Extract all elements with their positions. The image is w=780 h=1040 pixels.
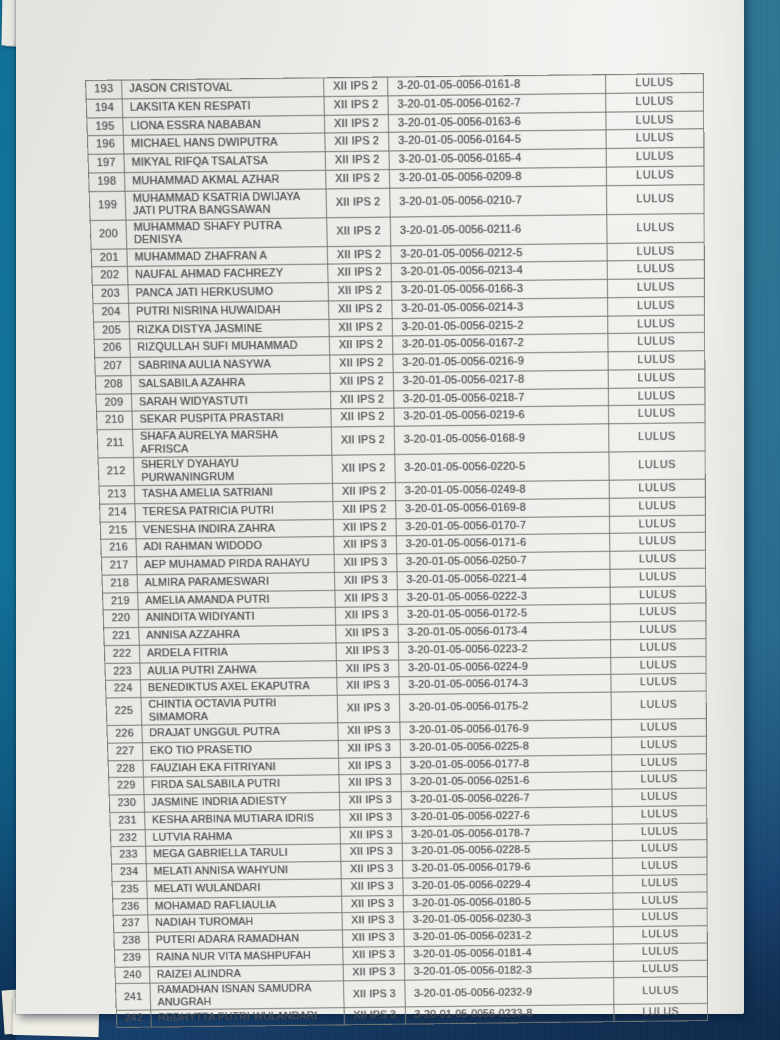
cell-class: XII IPS 2 (333, 500, 396, 519)
cell-row-number: 231 (110, 812, 145, 830)
cell-student-name: AULIA PUTRI ZAHWA (140, 660, 337, 680)
cell-class: XII IPS 3 (335, 607, 398, 625)
cell-row-number: 217 (101, 557, 137, 575)
cell-row-number: 213 (99, 486, 135, 504)
cell-exam-number: 3-20-01-05-0056-0216-9 (393, 352, 608, 373)
cell-exam-number: 3-20-01-05-0056-0182-3 (404, 961, 613, 980)
cell-class: XII IPS 2 (326, 188, 390, 218)
cell-status: LULUS (606, 111, 704, 131)
cell-status: LULUS (612, 823, 707, 841)
cell-exam-number: 3-20-01-05-0056-0161-8 (388, 75, 606, 96)
cell-exam-number: 3-20-01-05-0056-0171-6 (396, 534, 609, 554)
cell-row-number: 200 (90, 220, 127, 249)
cell-status: LULUS (613, 960, 707, 978)
cell-exam-number: 3-20-01-05-0056-0229-4 (403, 875, 613, 895)
cell-exam-number: 3-20-01-05-0056-0169-8 (396, 498, 610, 518)
cell-row-number: 204 (93, 303, 129, 322)
cell-row-number: 228 (108, 760, 143, 778)
cell-student-name: MELATI ANNISA WAHYUNI (146, 861, 341, 880)
cell-class: XII IPS 3 (334, 536, 397, 554)
cell-row-number: 206 (94, 339, 130, 357)
cell-exam-number: 3-20-01-05-0056-0177-8 (401, 754, 612, 774)
cell-class: XII IPS 2 (324, 114, 388, 133)
cell-student-name: MELATI WULANDARI (147, 879, 342, 898)
cell-exam-number: 3-20-01-05-0056-0210-7 (390, 185, 607, 216)
cell-exam-number: 3-20-01-05-0056-0167-2 (393, 334, 609, 355)
cell-row-number: 212 (98, 458, 134, 487)
cell-row-number: 202 (92, 267, 128, 286)
cell-class: XII IPS 3 (336, 624, 399, 642)
cell-status: LULUS (607, 184, 705, 214)
cell-exam-number: 3-20-01-05-0056-0215-2 (392, 316, 608, 337)
cell-exam-number: 3-20-01-05-0056-0180-5 (403, 893, 613, 913)
cell-status: LULUS (608, 369, 705, 388)
cell-class: XII IPS 3 (342, 895, 404, 913)
cell-status: LULUS (608, 333, 705, 352)
cell-class: XII IPS 2 (333, 518, 396, 536)
cell-exam-number: 3-20-01-05-0056-0233-8 (405, 1005, 614, 1024)
cell-student-name: RAINA NUR VITA MASHPUFAH (149, 947, 343, 966)
cell-class: XII IPS 3 (339, 757, 401, 775)
cell-class: XII IPS 3 (339, 792, 401, 810)
cell-status: LULUS (608, 296, 705, 315)
cell-exam-number: 3-20-01-05-0056-0230-3 (403, 910, 613, 930)
cell-student-name: DRAJAT UNGGUL PUTRA (142, 723, 338, 743)
cell-row-number: 205 (94, 321, 130, 340)
results-table (85, 73, 708, 1028)
cell-status: LULUS (614, 1004, 708, 1022)
cell-row-number: 195 (87, 117, 124, 136)
cell-student-name: TASHA AMELIA SATRIANI (134, 483, 333, 503)
cell-student-name: VENESHA INDIRA ZAHRA (135, 519, 333, 539)
cell-status: LULUS (612, 771, 707, 789)
cell-status: LULUS (606, 74, 704, 94)
cell-student-name: PUTERI ADARA RAMADHAN (148, 930, 342, 949)
cell-status: LULUS (611, 691, 706, 720)
cell-exam-number: 3-20-01-05-0056-0224-9 (399, 657, 611, 677)
results-table-wrap (85, 73, 707, 1028)
cell-status: LULUS (609, 451, 705, 480)
cell-class: XII IPS 2 (324, 77, 388, 96)
cell-student-name: LIONA ESSRA NABABAN (123, 115, 325, 136)
cell-class: XII IPS 3 (339, 774, 401, 792)
cell-row-number: 197 (88, 154, 124, 173)
cell-class: XII IPS 3 (340, 843, 402, 861)
cell-student-name: RAIZEI ALINDRA (149, 964, 343, 983)
cell-student-name: RAMADHAN ISNAN SAMUDRA ANUGRAH (150, 981, 344, 1010)
cell-class: XII IPS 3 (343, 980, 405, 1008)
cell-status: LULUS (610, 532, 706, 551)
cell-exam-number: 3-20-01-05-0056-0166-3 (391, 279, 607, 300)
cell-row-number: 201 (91, 248, 127, 267)
cell-student-name: LAKSITA KEN RESPATI (122, 96, 324, 117)
cell-status: LULUS (610, 603, 706, 622)
cell-exam-number: 3-20-01-05-0056-0181-4 (404, 944, 613, 964)
cell-row-number: 214 (100, 504, 136, 522)
cell-row-number: 230 (109, 795, 144, 813)
cell-class: XII IPS 2 (332, 454, 395, 483)
cell-status: LULUS (614, 977, 708, 1005)
cell-row-number: 210 (96, 411, 132, 429)
cell-status: LULUS (612, 840, 707, 858)
cell-class: XII IPS 2 (330, 390, 393, 409)
cell-row-number: 203 (92, 285, 128, 304)
cell-class: XII IPS 3 (344, 1007, 406, 1025)
cell-class: XII IPS 2 (327, 217, 391, 247)
cell-class: XII IPS 3 (334, 554, 397, 572)
cell-student-name: MIKYAL RIFQA TSALATSA (124, 152, 326, 173)
cell-class: XII IPS 2 (329, 336, 393, 355)
cell-student-name: KESHA ARBINA MUTIARA IDRIS (145, 810, 341, 830)
cell-exam-number: 3-20-01-05-0056-0218-7 (394, 388, 609, 408)
cell-class: XII IPS 3 (341, 861, 403, 879)
cell-exam-number: 3-20-01-05-0056-0170-7 (396, 516, 610, 536)
cell-row-number: 240 (115, 966, 150, 983)
cell-student-name: JASON CRISTOVAL (122, 78, 324, 99)
cell-exam-number: 3-20-01-05-0056-0168-9 (394, 424, 609, 455)
cell-row-number: 226 (107, 725, 142, 743)
document-paper (16, 0, 744, 1025)
cell-exam-number: 3-20-01-05-0056-0174-3 (399, 675, 611, 695)
cell-student-name: SEKAR PUSPITA PRASTARI (132, 409, 331, 429)
cell-student-name: PANCA JATI HERKUSUMO (128, 283, 329, 303)
cell-row-number: 225 (106, 698, 142, 726)
cell-row-number: 224 (105, 680, 141, 698)
cell-status: LULUS (609, 479, 705, 498)
cell-row-number: 219 (102, 592, 138, 610)
cell-class: XII IPS 3 (340, 809, 402, 827)
cell-exam-number: 3-20-01-05-0056-0223-2 (398, 640, 610, 660)
cell-status: LULUS (608, 387, 705, 406)
cell-student-name: FIRDA SALSABILA PUTRI (143, 775, 339, 795)
cell-class: XII IPS 2 (330, 354, 394, 373)
cell-status: LULUS (607, 278, 704, 297)
cell-status: LULUS (610, 621, 706, 640)
cell-student-name: NAUFAL AHMAD FACHREZY (127, 264, 328, 284)
cell-class: XII IPS 2 (324, 96, 388, 115)
cell-class: XII IPS 3 (336, 642, 399, 660)
cell-student-name: SABRINA AULIA NASYWA (130, 355, 330, 375)
cell-status: LULUS (613, 943, 707, 961)
cell-status: LULUS (612, 753, 707, 771)
cell-student-name: SARAH WIDYASTUTI (131, 391, 330, 411)
cell-status: LULUS (611, 673, 706, 692)
cell-exam-number: 3-20-01-05-0056-0164-5 (389, 130, 607, 151)
cell-student-name: MUHAMMAD SHAFY PUTRA DENISYA (126, 217, 327, 248)
cell-student-name: EKO TIO PRASETIO (142, 740, 338, 760)
cell-student-name: ANNISA AZZAHRA (139, 625, 336, 645)
cell-exam-number: 3-20-01-05-0056-0209-8 (389, 167, 606, 188)
cell-exam-number: 3-20-01-05-0056-0173-4 (398, 622, 611, 642)
cell-student-name: LUTVIA RAHMA (145, 827, 340, 847)
cell-class: XII IPS 3 (337, 677, 400, 695)
cell-class: XII IPS 3 (341, 878, 403, 896)
cell-status: LULUS (611, 736, 706, 755)
cell-student-name: MUHAMMAD KSATRIA DWIJAYA JATI PUTRA BANGSAWAN (125, 188, 327, 219)
cell-exam-number: 3-20-01-05-0056-0176-9 (400, 720, 612, 740)
cell-student-name: RIZKA DISTYA JASMINE (129, 319, 329, 339)
cell-class: XII IPS 2 (333, 483, 396, 502)
cell-row-number: 220 (103, 610, 139, 628)
cell-row-number: 216 (101, 539, 137, 557)
cell-exam-number: 3-20-01-05-0056-0228-5 (402, 841, 612, 861)
cell-row-number: 237 (113, 915, 148, 933)
cell-exam-number: 3-20-01-05-0056-0163-6 (388, 112, 606, 133)
cell-row-number: 208 (95, 375, 131, 393)
cell-exam-number: 3-20-01-05-0056-0213-4 (391, 261, 607, 282)
cell-status: LULUS (608, 315, 705, 334)
cell-student-name: SHERLY DYAHAYU PURWANINGRUM (133, 455, 332, 485)
cell-class: XII IPS 3 (343, 946, 405, 964)
cell-class: XII IPS 2 (329, 318, 393, 337)
cell-class: XII IPS 2 (328, 264, 392, 283)
cell-row-number: 209 (96, 393, 132, 411)
cell-student-name: MOHAMAD RAFLIAULIA (147, 896, 342, 915)
cell-exam-number: 3-20-01-05-0056-0217-8 (393, 370, 608, 390)
table-surface-edge (0, 0, 16, 1040)
cell-class: XII IPS 3 (334, 571, 397, 589)
cell-row-number: 193 (86, 80, 123, 99)
cell-student-name: CHINTIA OCTAVIA PUTRI SIMAMORA (141, 695, 338, 725)
cell-class: XII IPS 3 (337, 695, 400, 723)
cell-exam-number: 3-20-01-05-0056-0231-2 (404, 927, 613, 947)
cell-student-name: ANINDITA WIDIYANTI (138, 608, 335, 628)
cell-status: LULUS (606, 129, 704, 149)
cell-row-number: 221 (104, 627, 140, 645)
cell-class: XII IPS 3 (338, 722, 400, 740)
cell-class: XII IPS 3 (335, 589, 398, 607)
cell-row-number: 235 (112, 881, 147, 899)
cell-row-number: 196 (87, 136, 123, 155)
cell-status: LULUS (613, 909, 707, 927)
cell-row-number: 227 (107, 743, 142, 761)
cell-class: XII IPS 2 (331, 408, 394, 427)
cell-student-name: ADI RAHMAN WIDODO (136, 537, 334, 557)
cell-student-name: JASMINE INDRIA ADIESTY (144, 792, 340, 812)
cell-status: LULUS (606, 166, 704, 185)
cell-exam-number: 3-20-01-05-0056-0212-5 (391, 243, 607, 264)
cell-class: XII IPS 2 (331, 426, 395, 455)
cell-student-name: MICHAEL HANS DWIPUTRA (123, 133, 325, 154)
cell-status: LULUS (612, 805, 707, 823)
cell-class: XII IPS 2 (328, 282, 392, 301)
cell-status: LULUS (611, 656, 706, 675)
cell-exam-number: 3-20-01-05-0056-0175-2 (399, 692, 611, 722)
cell-class: XII IPS 3 (343, 963, 405, 981)
cell-row-number: 199 (89, 191, 126, 220)
cell-student-name: MUHAMMAD AKMAL AZHAR (124, 170, 326, 191)
cell-status: LULUS (609, 515, 705, 534)
cell-status: LULUS (609, 423, 706, 452)
cell-class: XII IPS 3 (336, 660, 399, 678)
cell-status: LULUS (613, 926, 707, 944)
cell-status: LULUS (607, 242, 704, 261)
cell-exam-number: 3-20-01-05-0056-0222-3 (397, 587, 610, 607)
cell-exam-number: 3-20-01-05-0056-0165-4 (389, 148, 606, 169)
cell-exam-number: 3-20-01-05-0056-0172-5 (398, 604, 611, 624)
cell-status: LULUS (613, 874, 707, 892)
cell-status: LULUS (613, 891, 707, 909)
cell-row-number: 236 (113, 898, 148, 916)
cell-status: LULUS (606, 92, 704, 112)
cell-exam-number: 3-20-01-05-0056-0226-7 (401, 789, 612, 809)
cell-class: XII IPS 3 (340, 826, 402, 844)
cell-exam-number: 3-20-01-05-0056-0219-6 (394, 406, 609, 426)
cell-row-number: 238 (114, 932, 149, 949)
cell-student-name: REDHYTTA PUTRI WULANDARI (151, 1008, 345, 1027)
cell-student-name: PUTRI NISRINA HUWAIDAH (129, 301, 329, 321)
cell-row-number: 239 (114, 949, 149, 966)
cell-row-number: 207 (95, 357, 131, 375)
cell-student-name: MEGA GABRIELLA TARULI (146, 844, 341, 864)
cell-status: LULUS (613, 857, 707, 875)
cell-class: XII IPS 2 (326, 169, 390, 188)
cell-student-name: AMELIA AMANDA PUTRI (138, 590, 336, 610)
cell-exam-number: 3-20-01-05-0056-0251-6 (401, 772, 612, 792)
cell-row-number: 241 (115, 983, 150, 1010)
cell-status: LULUS (607, 260, 704, 279)
cell-exam-number: 3-20-01-05-0056-0162-7 (388, 93, 606, 114)
cell-student-name: AEP MUHAMAD PIRDA RAHAYU (137, 555, 335, 575)
cell-student-name: ARDELA FITRIA (139, 643, 336, 663)
cell-status: LULUS (611, 719, 706, 738)
cell-status: LULUS (610, 586, 706, 605)
cell-class: XII IPS 2 (325, 133, 389, 152)
cell-class: XII IPS 2 (328, 300, 392, 319)
cell-student-name: TERESA PATRICIA PUTRI (135, 501, 333, 521)
cell-row-number: 242 (116, 1010, 151, 1027)
cell-class: XII IPS 2 (325, 151, 389, 170)
cell-class: XII IPS 3 (342, 912, 404, 930)
cell-row-number: 222 (104, 645, 140, 663)
cell-student-name: FAUZIAH EKA FITRIYANI (143, 758, 339, 778)
cell-status: LULUS (612, 788, 707, 806)
cell-row-number: 234 (111, 864, 146, 882)
cell-status: LULUS (610, 550, 706, 569)
cell-exam-number: 3-20-01-05-0056-0220-5 (395, 452, 609, 483)
cell-row-number: 215 (100, 521, 136, 539)
cell-exam-number: 3-20-01-05-0056-0178-7 (402, 824, 613, 844)
cell-student-name: RIZQULLAH SUFI MUHAMMAD (130, 337, 330, 357)
cell-status: LULUS (610, 568, 706, 587)
cell-row-number: 211 (97, 429, 133, 458)
cell-status: LULUS (607, 213, 704, 243)
cell-exam-number: 3-20-01-05-0056-0225-8 (400, 737, 611, 757)
cell-class: XII IPS 2 (327, 245, 391, 264)
cell-class: XII IPS 2 (330, 372, 393, 391)
cell-class: XII IPS 3 (342, 929, 404, 947)
cell-row-number: 232 (110, 829, 145, 847)
cell-status: LULUS (608, 351, 705, 370)
cell-status: LULUS (609, 497, 705, 516)
cell-status: LULUS (606, 147, 704, 166)
cell-row-number: 223 (105, 663, 141, 681)
cell-student-name: SALSABILA AZAHRA (131, 373, 331, 393)
cell-student-name: ALMIRA PARAMESWARI (137, 572, 335, 592)
cell-exam-number: 3-20-01-05-0056-0179-6 (403, 858, 613, 878)
cell-row-number: 194 (86, 99, 123, 118)
cell-student-name: NADIAH TUROMAH (148, 913, 343, 932)
cell-status: LULUS (608, 405, 705, 424)
cell-exam-number: 3-20-01-05-0056-0221-4 (397, 569, 610, 589)
cell-row-number: 229 (109, 777, 144, 795)
cell-student-name: MUHAMMAD ZHAFRAN A (127, 246, 328, 267)
cell-exam-number: 3-20-01-05-0056-0249-8 (395, 480, 609, 500)
cell-student-name: SHAFA AURELYA MARSHA AFRISCA (133, 427, 332, 458)
cell-row-number: 218 (102, 574, 138, 592)
cell-status: LULUS (611, 638, 706, 657)
cell-exam-number: 3-20-01-05-0056-0227-6 (402, 806, 613, 826)
cell-exam-number: 3-20-01-05-0056-0211-6 (390, 214, 607, 245)
cell-exam-number: 3-20-01-05-0056-0232-9 (405, 978, 614, 1007)
cell-class: XII IPS 3 (338, 740, 400, 758)
cell-exam-number: 3-20-01-05-0056-0214-3 (392, 298, 608, 319)
cell-exam-number: 3-20-01-05-0056-0250-7 (397, 551, 610, 571)
cell-row-number: 198 (89, 172, 125, 191)
cell-student-name: BENEDIKTUS AXEL EKAPUTRA (140, 678, 337, 698)
cell-row-number: 233 (111, 846, 146, 864)
